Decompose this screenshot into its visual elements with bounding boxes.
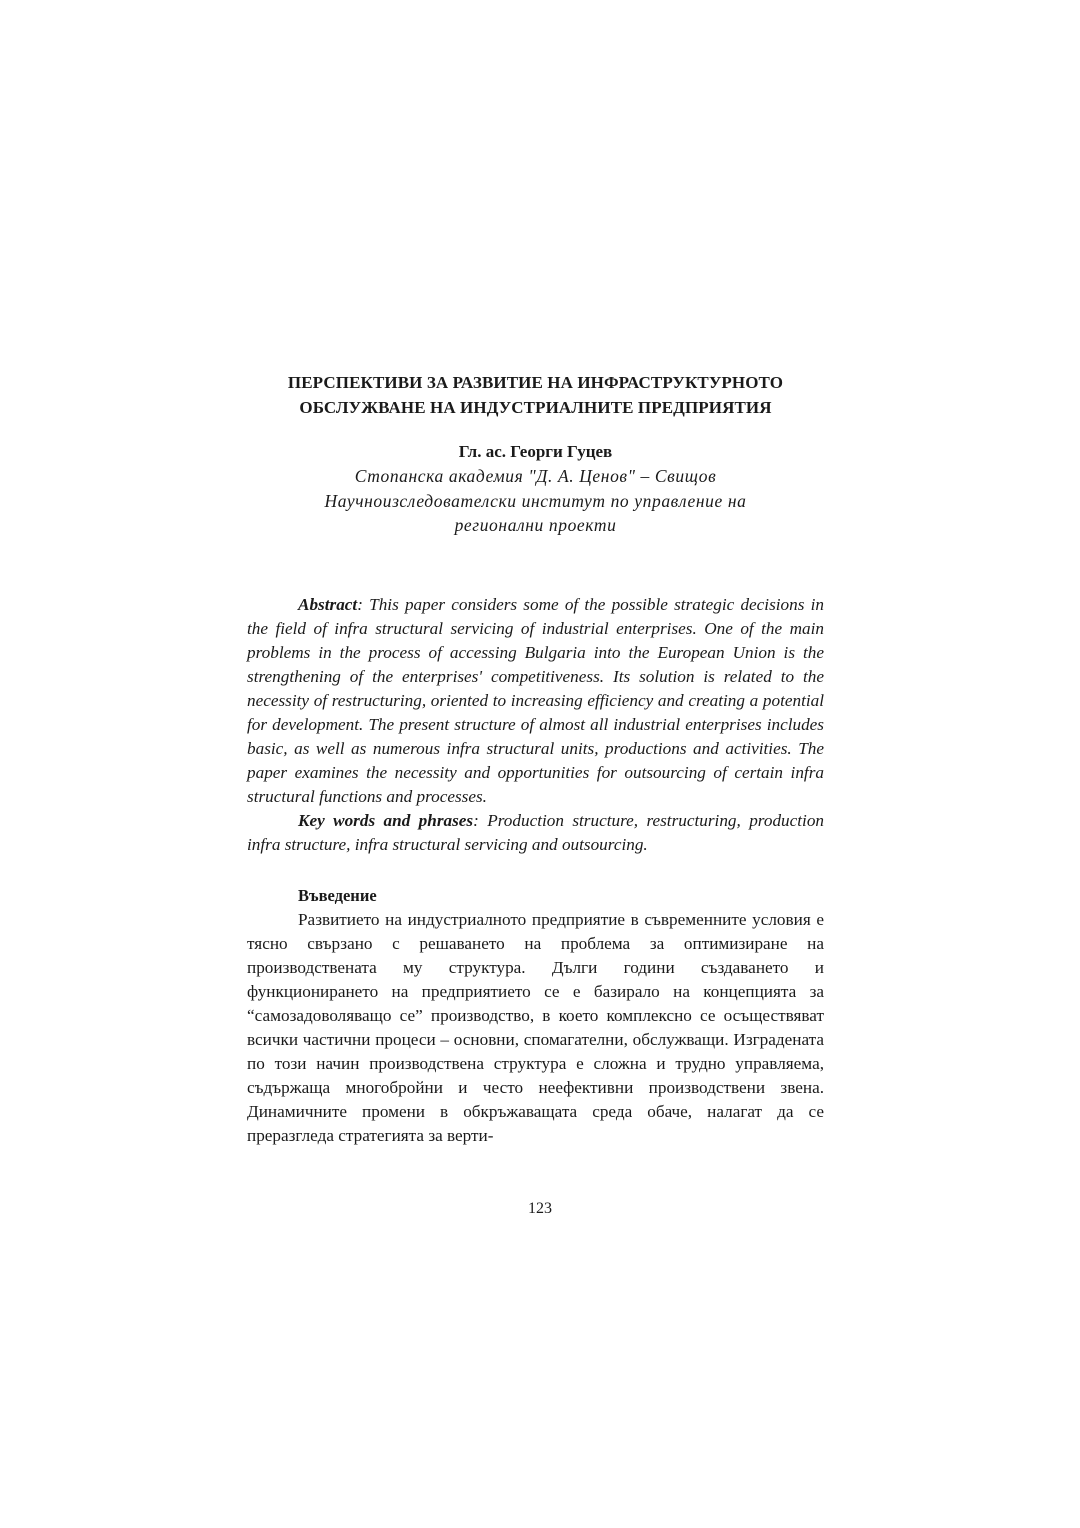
- title-line-2: ОБСЛУЖВАНЕ НА ИНДУСТРИАЛНИТЕ ПРЕДПРИЯТИЯ: [299, 398, 772, 417]
- author-block: [247, 440, 824, 538]
- paper-page: [247, 370, 824, 1148]
- introduction-section: [247, 884, 824, 1148]
- abstract-paragraph: [247, 593, 824, 809]
- author-name: Гл. ас. Георги Гуцев: [458, 442, 613, 461]
- abstract-text: : This paper considers some of the possible strategic decisions in the field of infra structural servicing of industrial enterprises. One of the main problems in the process of accessing Bulgaria into the European Union is the strengthening of the enterprises' competitiveness. Its solution is related to the necessity of restructuring, oriented to increasing efficiency and creating a potential for development. The present structure of almost all industrial enterprises includes basic, as well as numerous infra structural units, productions and activities. The paper examines the necessity and opportunities for outsourcing of certain infra structural functions and processes.: [247, 594, 824, 806]
- page-number: 123: [528, 1200, 552, 1217]
- abstract-label: Abstract: [298, 594, 358, 614]
- keywords-label: Key words and phrases: [298, 810, 474, 830]
- body-paragraph: Развитието на индустриалното предприятие в съвременните условия е тясно свързано с решаването на проблема за оптимизиране на производствената му структура. Дълги години създаването и функционирането на предприятието се е базирало на концепцията за “самозадоволяващо се” производство, в което комплексно се осъществяват всички частични процеси – основни, спомагателни, обслужващи. Изградената по този начин производствена структура е сложна и трудно управляема, съдържаща многобройни и често неефективни производствени звена. Динамичните промени в обкръжаващата среда обаче, налагат да се преразгледа стратегията за верти-: [247, 909, 824, 1145]
- affiliation-line-2: Научноизследователски институт по управление на: [324, 490, 747, 511]
- abstract-block: [247, 593, 824, 857]
- keywords-paragraph: [247, 809, 824, 857]
- paper-title: [247, 370, 824, 420]
- affiliation-line-1: Стопанска академия "Д. А. Ценов" – Свищов: [354, 466, 717, 486]
- section-heading: Въведение: [298, 885, 377, 905]
- keywords-text: : Production structure, restructuring, production infra structure, infra structural servicing and outsourcing.: [247, 810, 825, 854]
- affiliation-line-3: регионални проекти: [454, 515, 617, 535]
- title-line-1: ПЕРСПЕКТИВИ ЗА РАЗВИТИЕ НА ИНФРАСТРУКТУРНОТО: [287, 373, 784, 392]
